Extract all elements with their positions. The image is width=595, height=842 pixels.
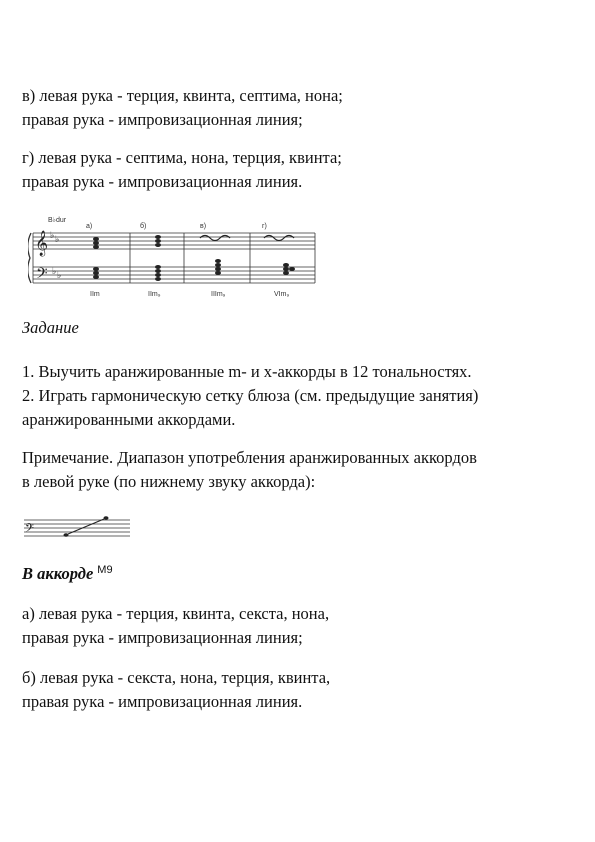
task-item-1: 1. Выучить аранжированные m- и x-аккорды в 12 тональностях. bbox=[22, 362, 472, 381]
range-bass-clef-icon: 𝄢 bbox=[25, 521, 35, 537]
chord-label-v: IIIm₉ bbox=[211, 291, 226, 298]
note-line2: в левой руке (по нижнему звуку аккорда): bbox=[22, 472, 316, 491]
chord-label-b: IIm₉ bbox=[148, 291, 161, 298]
notation-grand-staff bbox=[28, 212, 320, 298]
paragraph-b-line1: б) левая рука - секста, нона, терция, квинта, bbox=[22, 668, 331, 687]
chord-symbol: M9 bbox=[97, 564, 113, 576]
chord-b bbox=[155, 235, 161, 281]
section-label-a: а) bbox=[86, 223, 93, 230]
paragraph-g-line1: г) левая рука - септима, нона, терция, квинта; bbox=[22, 148, 342, 167]
bass-flat-2: ♭ bbox=[57, 270, 62, 280]
chord-label-a: IIm bbox=[90, 291, 100, 298]
chord-a bbox=[93, 237, 99, 279]
range-staff bbox=[22, 512, 132, 542]
improvisation-line-v bbox=[200, 236, 230, 241]
section-label-b: б) bbox=[140, 223, 147, 230]
treble-flat-2: ♭ bbox=[55, 234, 60, 244]
treble-flat-1: ♭ bbox=[50, 230, 55, 240]
note-line1: Примечание. Диапазон употребления аранжированных аккордов bbox=[22, 448, 477, 467]
chord-section-title: В аккорде bbox=[22, 564, 94, 583]
chord-label-g: VIm₉ bbox=[274, 291, 290, 298]
paragraph-b-line2: правая рука - импровизационная линия. bbox=[22, 692, 303, 711]
range-low-note bbox=[64, 533, 69, 537]
task-list bbox=[22, 360, 478, 432]
paragraph-a-line2: правая рука - импровизационная линия; bbox=[22, 628, 303, 647]
range-high-note bbox=[104, 516, 109, 520]
task-heading: Задание bbox=[22, 318, 79, 337]
section-label-g: г) bbox=[262, 223, 267, 230]
section-label-v: в) bbox=[200, 223, 207, 230]
paragraph-v bbox=[22, 84, 343, 132]
paragraph-a bbox=[22, 602, 329, 650]
chord-g bbox=[283, 263, 295, 275]
task-item-2-line2: аранжированными аккордами. bbox=[22, 410, 236, 429]
chord-section-heading bbox=[22, 564, 113, 584]
paragraph-g-line2: правая рука - импровизационная линия. bbox=[22, 172, 303, 191]
bass-flat-1: ♭ bbox=[52, 266, 57, 276]
task-item-2-line1: 2. Играть гармоническую сетку блюза (см. предыдущие занятия) bbox=[22, 386, 479, 405]
improvisation-line-g bbox=[264, 236, 294, 241]
paragraph-v-line2: правая рука - импровизационная линия; bbox=[22, 110, 303, 129]
note-paragraph bbox=[22, 446, 477, 494]
paragraph-a-line1: а) левая рука - терция, квинта, секста, нона, bbox=[22, 604, 330, 623]
treble-clef-icon: 𝄞 bbox=[35, 230, 49, 255]
bass-clef-icon: 𝄢 bbox=[36, 265, 48, 285]
paragraph-b bbox=[22, 666, 330, 714]
paragraph-v-line1: в) левая рука - терция, квинта, септима, нона; bbox=[22, 86, 343, 105]
paragraph-g bbox=[22, 146, 342, 194]
key-label: B♭dur bbox=[48, 217, 67, 224]
